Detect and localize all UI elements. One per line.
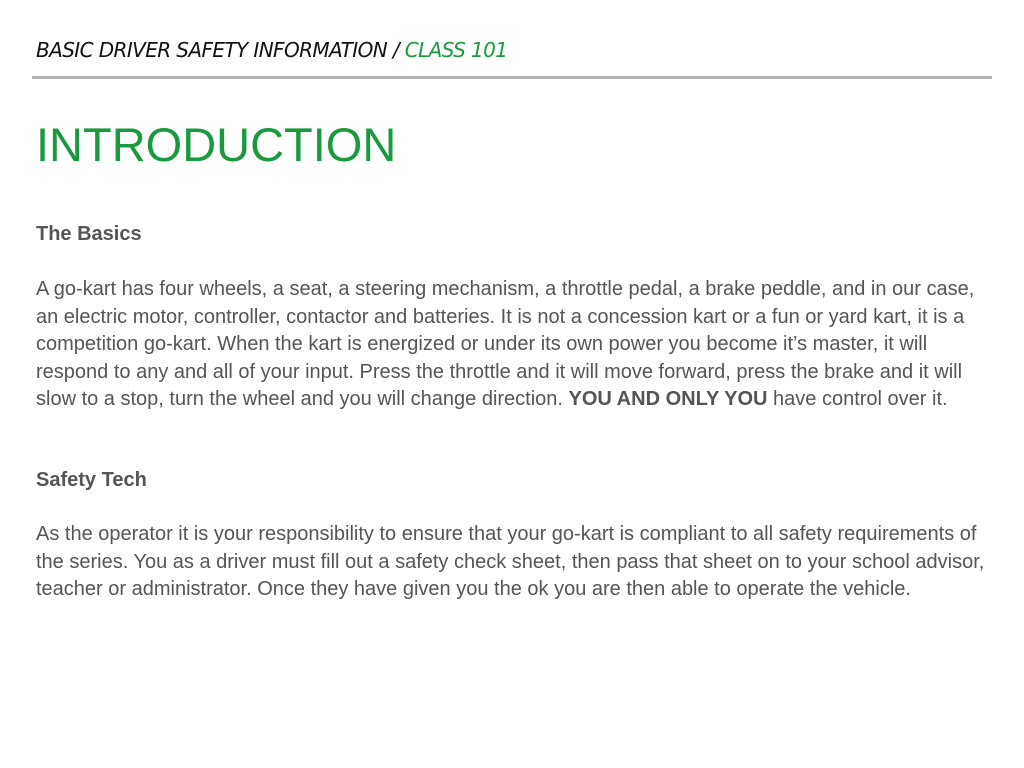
page-title: INTRODUCTION (36, 118, 397, 171)
basics-body-emphasis: YOU AND ONLY YOU (568, 388, 768, 410)
section-heading-basics: The Basics (36, 223, 142, 245)
basics-body-text-end: have control over it. (767, 388, 948, 410)
header-title-accent: CLASS 101 (404, 38, 508, 62)
basics-body-text: A go-kart has four wheels, a seat, a steering mechanism, a throttle pedal, a brake peddle, and in our case, an electric motor, controller, contactor and batteries. It is not a concession kart or a fun or yard kart, it is a competition go-kart. When the kart is energized or under its own power you become it’s master, it will respond to any and all of your input. Press the throttle and it will move forward, press the brake and it will slow to a stop, turn the wheel and you will change direction. (36, 278, 975, 410)
header-divider (32, 76, 992, 79)
header-title (36, 38, 507, 62)
section-heading-safety-tech: Safety Tech (36, 469, 147, 491)
section-body-safety-tech: As the operator it is your responsibility to ensure that your go-kart is compliant to all safety requirements of the series. You as a driver must fill out a safety check sheet, then pass that sheet on to your school advisor, teacher or administrator. Once they have given you the ok you are then able to operate the vehicle. (36, 523, 985, 600)
header-title-main: BASIC DRIVER SAFETY INFORMATION / (36, 38, 405, 62)
section-body-basics (36, 276, 986, 414)
